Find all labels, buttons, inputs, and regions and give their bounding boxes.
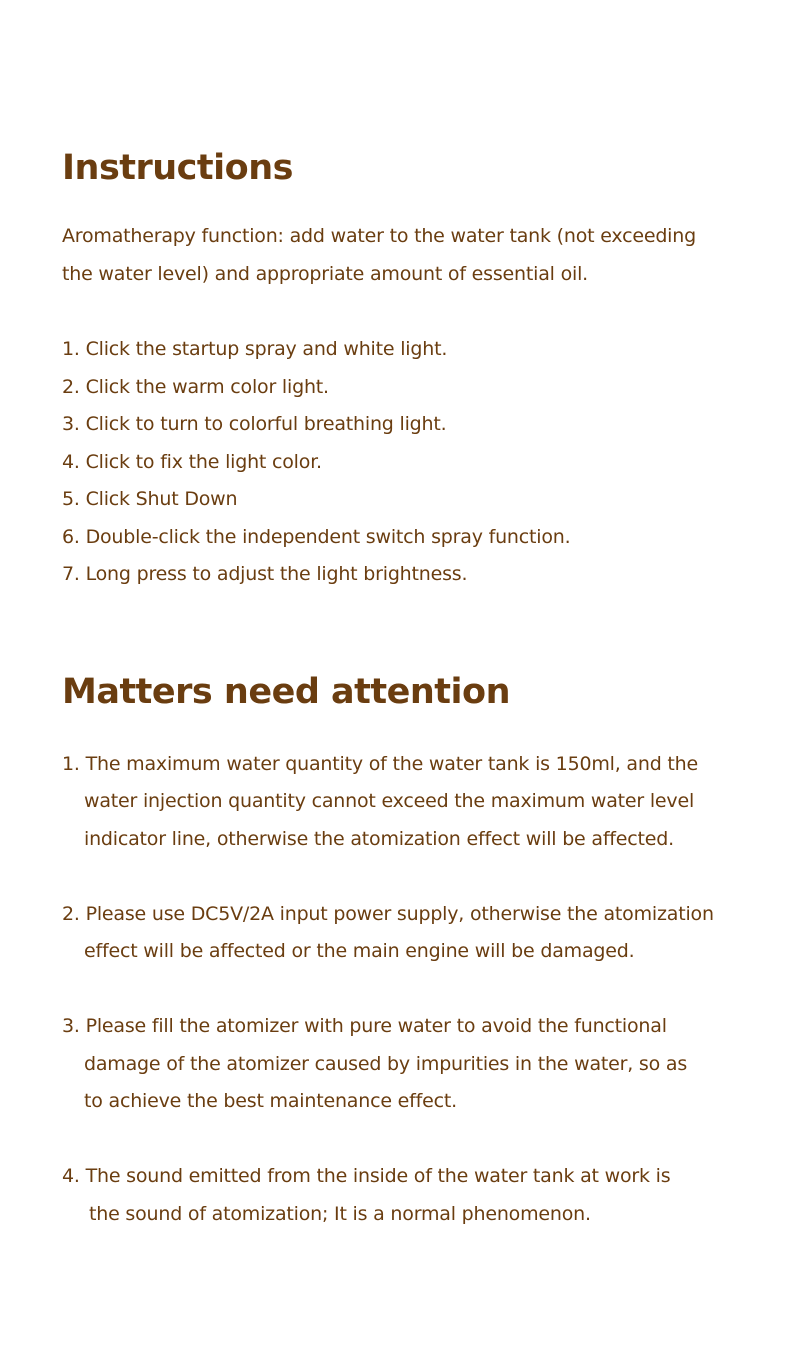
note-1-line-1: 1. The maximum water quantity of the water tank is 150ml, and the — [62, 752, 698, 775]
step-item-3: 3. Click to turn to colorful breathing light. — [62, 413, 447, 435]
note-1-line-2: water injection quantity cannot exceed the maximum water level — [84, 790, 695, 812]
steps-list — [62, 331, 782, 594]
note-item-1 — [62, 746, 782, 859]
note-3-line-3: to achieve the best maintenance effect. — [84, 1090, 457, 1112]
note-2-line-1: 2. Please use DC5V/2A input power supply, otherwise the atomization — [62, 902, 714, 925]
instructions-section — [62, 140, 782, 594]
intro-line-2: the water level) and appropriate amount of essential oil. — [62, 262, 588, 285]
document-page — [62, 140, 782, 1271]
note-2-line-2: effect will be affected or the main engine will be damaged. — [84, 940, 635, 962]
notes-list — [62, 746, 782, 1234]
note-4-line-1: 4. The sound emitted from the inside of the water tank at work is — [62, 1165, 671, 1187]
attention-section — [62, 664, 782, 1234]
step-item-2: 2. Click the warm color light. — [62, 375, 329, 398]
intro-paragraph — [62, 218, 782, 293]
attention-heading: Matters need attention — [62, 671, 510, 712]
step-item-1: 1. Click the startup spray and white light. — [62, 338, 448, 360]
note-4-line-2: the sound of atomization; It is a normal phenomenon. — [89, 1202, 591, 1225]
note-item-4 — [62, 1158, 782, 1233]
step-item-7: 7. Long press to adjust the light brightness. — [62, 563, 468, 585]
step-item-4: 4. Click to fix the light color. — [62, 450, 322, 473]
note-item-2 — [62, 896, 782, 971]
note-1-line-3: indicator line, otherwise the atomization effect will be affected. — [84, 827, 674, 850]
step-item-6: 6. Double-click the independent switch spray function. — [62, 525, 571, 548]
note-3-line-1: 3. Please fill the atomizer with pure water to avoid the functional — [62, 1015, 667, 1037]
step-item-5: 5. Click Shut Down — [62, 488, 238, 510]
intro-line-1: Aromatherapy function: add water to the water tank (not exceeding — [62, 225, 696, 247]
instructions-heading: Instructions — [62, 148, 293, 188]
note-item-3 — [62, 1008, 782, 1121]
note-3-line-2: damage of the atomizer caused by impurities in the water, so as — [84, 1052, 688, 1075]
